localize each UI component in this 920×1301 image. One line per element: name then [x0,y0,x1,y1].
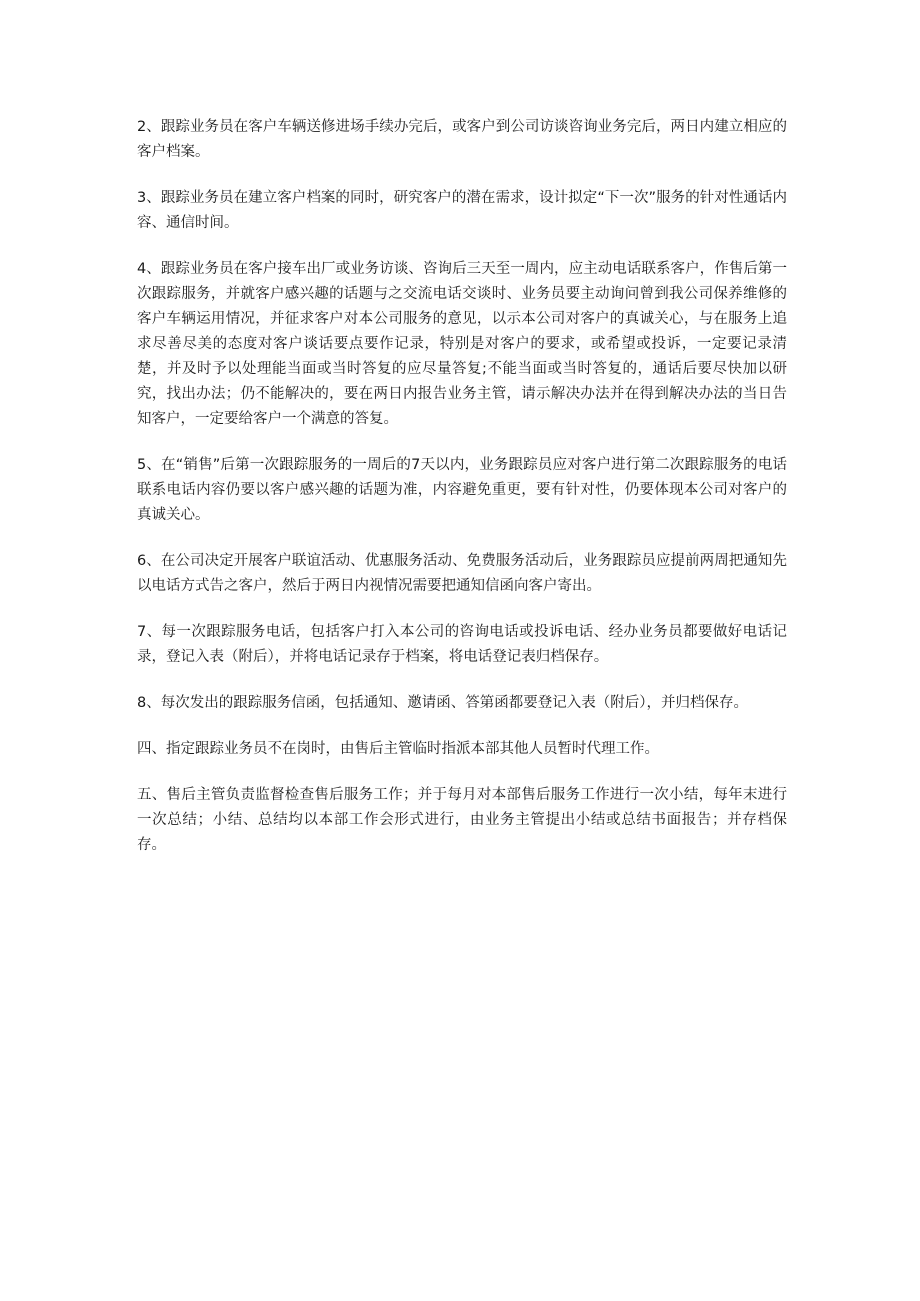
document-body [137,115,787,879]
paragraph-item-2: 2、跟踪业务员在客户车辆送修进场手续办完后，或客户到公司访谈咨询业务完后，两日内建立相应的客户档案。 [137,119,787,160]
paragraph-item-8: 8、每次发出的跟踪服务信函，包括通知、邀请函、答第函都要登记入表（附后），并归档保存。 [137,695,748,711]
paragraph-item-4: 4、跟踪业务员在客户接车出厂或业务访谈、咨询后三天至一周内，应主动电话联系客户，作售后第一次跟踪服务，并就客户感兴趣的话题与之交流电话交谈时、业务员要主动询问曾到我公司保养维修的客户车辆运用情况，并征求客户对本公司服务的意见，以示本公司对客户的真诚关心，与在服务上追求尽善尽美的态度对客户谈话要点要作记录，特别是对客户的要求，或希望或投诉，一定要记录清楚，并及时予以处理能当面或当时答复的应尽量答复;不能当面或当时答复的，通话后要尽快加以研究，找出办法；仍不能解决的，要在两日内报告业务主管，请示解决办法并在得到解决办法的当日告知客户，一定要给客户一个满意的答复。 [137,261,787,427]
section-five-paragraph: 五、售后主管负责监督检查售后服务工作；并于每月对本部售后服务工作进行一次小结，每年末进行一次总结；小结、总结均以本部工作会形式进行，由业务主管提出小结或总结书面报告；并存档保存。 [137,787,787,853]
paragraph-item-3: 3、跟踪业务员在建立客户档案的同时，研究客户的潜在需求，设计拟定“下一次”服务的针对性通话内容、通信时间。 [137,190,787,231]
paragraph-item-7: 7、每一次跟踪服务电话，包括客户打入本公司的咨询电话或投诉电话、经办业务员都要做好电话记录，登记入表（附后），并将电话记录存于档案，将电话登记表归档保存。 [137,624,787,665]
section-four-paragraph: 四、指定跟踪业务员不在岗时，由售后主管临时指派本部其他人员暂时代理工作。 [137,741,659,757]
paragraph-item-6: 6、在公司决定开展客户联谊活动、优惠服务活动、免费服务活动后，业务跟踪员应提前两周把通知先以电话方式告之客户，然后于两日内视情况需要把通知信函向客户寄出。 [137,553,787,594]
paragraph-item-5: 5、在“销售”后第一次跟踪服务的一周后的7天以内，业务跟踪员应对客户进行第二次跟踪服务的电话联系电话内容仍要以客户感兴趣的话题为准，内容避免重更，要有针对性，仍要体现本公司对客户的真诚关心。 [137,457,787,523]
